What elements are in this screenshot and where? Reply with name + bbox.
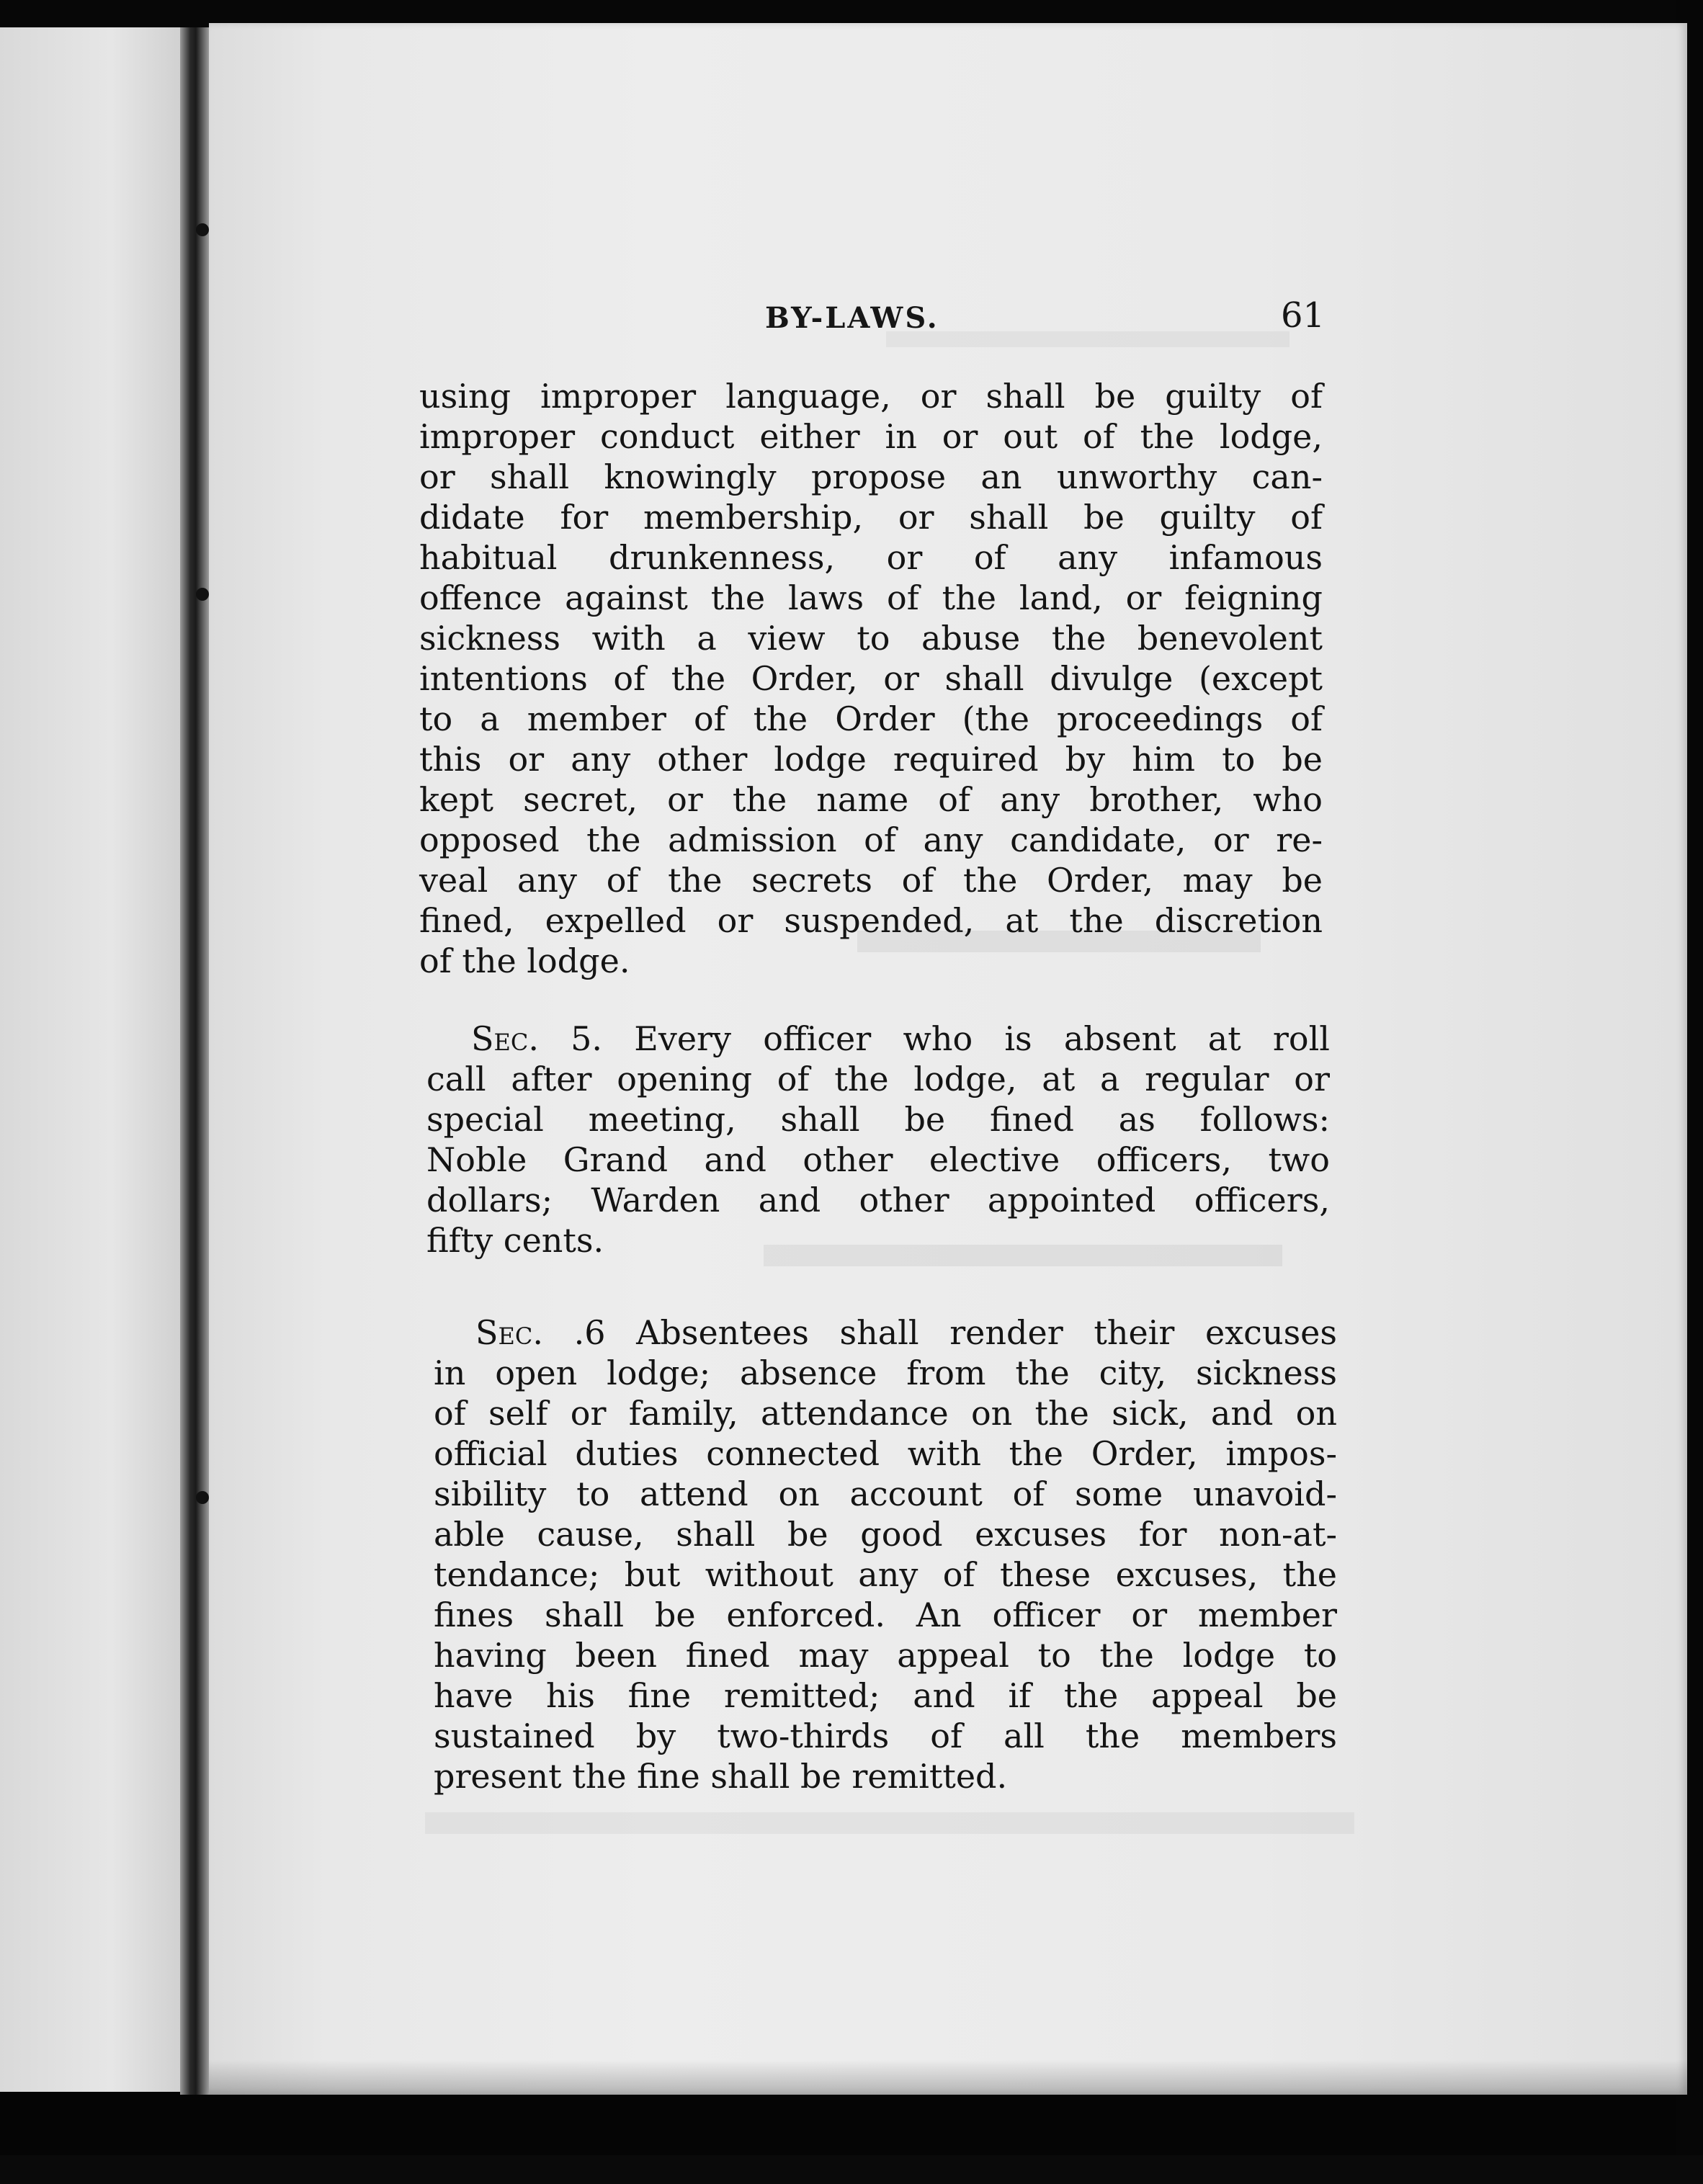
text-line: intentions of the Order, or shall divulge (except	[419, 659, 1323, 698]
text-line: present the fine shall be remitted.	[434, 1757, 1008, 1796]
text-line: tendance; but without any of these excuses, the	[434, 1555, 1337, 1594]
text-line: fines shall be enforced. An officer or member	[434, 1596, 1337, 1634]
text-line: sickness with a view to abuse the benevolent	[419, 619, 1323, 658]
section-first-line-text: Every officer who is absent at roll	[634, 1019, 1331, 1058]
binding-mark	[196, 1491, 209, 1504]
binding-mark	[196, 588, 209, 601]
paragraph-continuation	[419, 376, 1323, 981]
text-line: this or any other lodge required by him to be	[419, 740, 1323, 779]
text-line: fifty cents.	[426, 1221, 604, 1260]
text-line: official duties connected with the Order, impos-	[434, 1434, 1337, 1473]
text-line: of self or family, attendance on the sick, and on	[434, 1394, 1337, 1433]
text-line: or shall knowingly propose an unworthy can-	[419, 457, 1323, 496]
page-number: 61	[1281, 295, 1326, 336]
section-label: Sec. 5.	[471, 1019, 603, 1058]
text-line: to a member of the Order (the proceedings of	[419, 699, 1323, 738]
section-first-line	[426, 1019, 1330, 1059]
text-line: opposed the admission of any candidate, or re-	[419, 820, 1323, 859]
section-first-line-text: Absentees shall render their excuses	[636, 1313, 1338, 1352]
book-gutter	[180, 27, 209, 2095]
text-line: sustained by two-thirds of all the members	[434, 1717, 1337, 1755]
text-line: able cause, shall be good excuses for non-at-	[434, 1515, 1337, 1554]
text-line: in open lodge; absence from the city, sickness	[434, 1353, 1337, 1392]
section-6	[434, 1312, 1337, 1796]
bleed-through-texture	[886, 331, 1289, 347]
text-line: dollars; Warden and other appointed officers,	[426, 1181, 1330, 1219]
text-line: didate for membership, or shall be guilty of	[419, 498, 1323, 537]
text-line: offence against the laws of the land, or feigning	[419, 578, 1323, 617]
bleed-through-texture	[425, 1812, 1354, 1834]
text-line: veal any of the secrets of the Order, may be	[419, 861, 1323, 900]
text-line: call after opening of the lodge, at a regular or	[426, 1060, 1330, 1098]
page-bottom-shadow	[209, 2060, 1687, 2096]
scan-frame-bottom	[0, 2155, 1703, 2184]
text-line: fined, expelled or suspended, at the discretion	[419, 901, 1323, 940]
binding-mark	[196, 223, 209, 236]
text-line: improper conduct either in or out of the lodge,	[419, 417, 1323, 456]
running-head: BY-LAWS.	[765, 301, 939, 335]
section-5	[426, 1019, 1330, 1261]
text-line: using improper language, or shall be guilty of	[419, 377, 1323, 416]
section-label: Sec. .6	[475, 1313, 606, 1352]
text-line: Noble Grand and other elective officers, two	[426, 1140, 1330, 1179]
text-line: kept secret, or the name of any brother, who	[419, 780, 1323, 819]
text-line: habitual drunkenness, or of any infamous	[419, 538, 1323, 577]
text-line: special meeting, shall be fined as follows:	[426, 1100, 1330, 1139]
text-line: of the lodge.	[419, 941, 630, 980]
previous-page-edge	[0, 27, 186, 2092]
section-first-line	[434, 1312, 1337, 1353]
text-line: sibility to attend on account of some unavoid-	[434, 1474, 1337, 1513]
text-line: having been fined may appeal to the lodge to	[434, 1636, 1337, 1675]
text-line: have his fine remitted; and if the appeal be	[434, 1676, 1337, 1715]
